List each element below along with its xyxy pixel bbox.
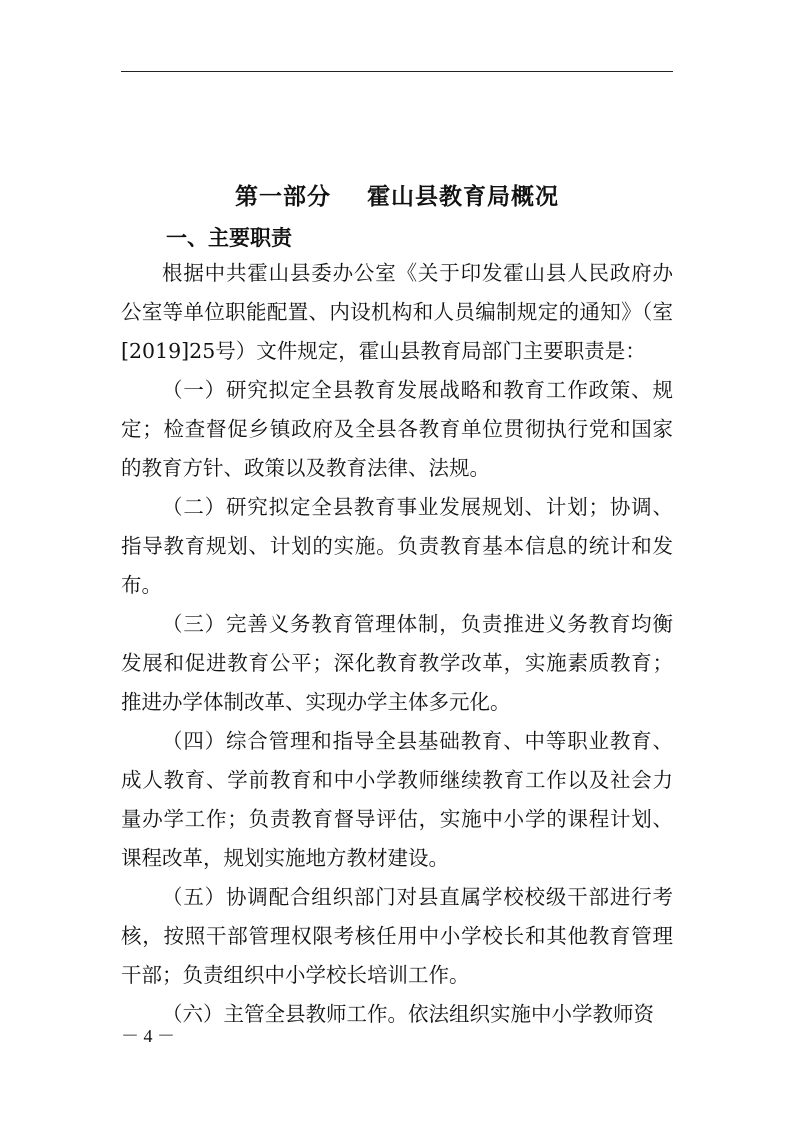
document-body: [121, 254, 673, 1034]
page-number: － 4 －: [121, 1026, 175, 1046]
paragraph-intro: 根据中共霍山县委办公室《关于印发霍山县人民政府办公室等单位职能配置、内设机构和人员编制规定的通知》（室[2019]25号）文件规定，霍山县教育局部门主要职责是：: [121, 261, 673, 363]
paragraph-duty-2: （二）研究拟定全县教育事业发展规划、计划；协调、指导教育规划、计划的实施。负责教育基本信息的统计和发布。: [121, 495, 673, 597]
page-title: 第一部分 霍山县教育局概况: [234, 184, 560, 210]
header-rule: [121, 71, 673, 72]
paragraph-duty-5: （五）协调配合组织部门对县直属学校校级干部进行考核，按照干部管理权限考核任用中小学校长和其他教育管理干部；负责组织中小学校长培训工作。: [121, 885, 673, 987]
paragraph-duty-6: （六）主管全县教师工作。依法组织实施中小学教师资: [162, 1002, 654, 1026]
paragraph-duty-4: （四）综合管理和指导全县基础教育、中等职业教育、成人教育、学前教育和中小学教师继续教育工作以及社会力量办学工作；负责教育督导评估，实施中小学的课程计划、课程改革，规划实施地方教材建设。: [121, 729, 673, 870]
paragraph-duty-1: （一）研究拟定全县教育发展战略和教育工作政策、规定；检查督促乡镇政府及全县各教育单位贯彻执行党和国家的教育方针、政策以及教育法律、法规。: [121, 378, 673, 480]
section-heading: 一、主要职责: [166, 226, 292, 250]
paragraph-duty-3: （三）完善义务教育管理体制，负责推进义务教育均衡发展和促进教育公平；深化教育教学改革，实施素质教育；推进办学体制改革、实现办学主体多元化。: [121, 612, 673, 714]
